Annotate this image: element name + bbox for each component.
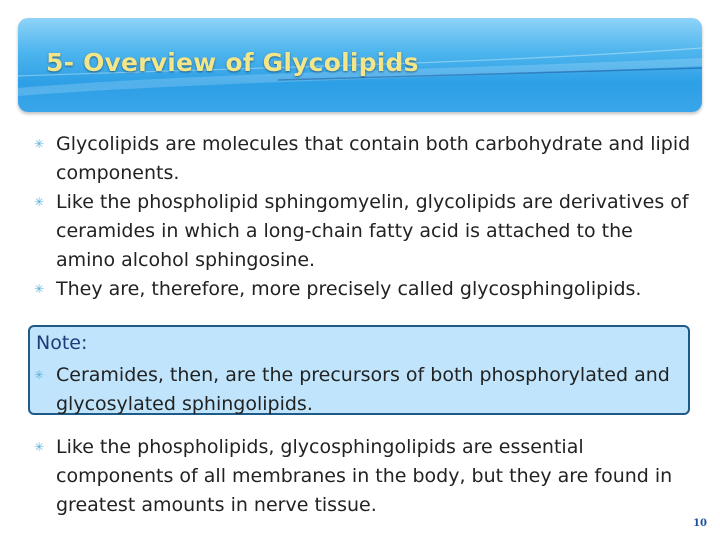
asterisk-bullet-icon: ✳ <box>34 282 45 296</box>
note-box <box>28 325 690 415</box>
note-bullet-text: Ceramides, then, are the precursors of both phosphorylated and glycosylated sphingolipids. <box>56 364 670 415</box>
asterisk-bullet-icon: ✳ <box>34 368 45 382</box>
note-label: Note: <box>36 332 88 354</box>
note-bullet-list <box>34 361 674 419</box>
slide-title: 5- Overview of Glycolipids <box>46 48 419 77</box>
title-banner <box>18 18 702 112</box>
bullet-item <box>34 130 694 188</box>
bullet-list-bottom <box>34 433 694 520</box>
bullet-text: Like the phospholipid sphingomyelin, glycolipids are derivatives of ceramides in which a long-chain fatty acid is attached to the amino alcohol sphingosine. <box>56 191 689 271</box>
bullet-item <box>34 275 694 304</box>
bullet-list-top <box>34 130 694 304</box>
asterisk-bullet-icon: ✳ <box>34 440 45 454</box>
bullet-text: Glycolipids are molecules that contain both carbohydrate and lipid components. <box>56 133 691 184</box>
bullet-item <box>34 433 694 520</box>
asterisk-bullet-icon: ✳ <box>34 137 45 151</box>
asterisk-bullet-icon: ✳ <box>34 195 45 209</box>
bullet-text: Like the phospholipids, glycosphingolipids are essential components of all membranes in the body, but they are found in greatest amounts in nerve tissue. <box>56 436 673 516</box>
bullet-item <box>34 188 694 275</box>
note-bullet-item <box>34 361 674 419</box>
bullet-text: They are, therefore, more precisely called glycosphingolipids. <box>56 278 642 300</box>
page-number: 10 <box>693 518 707 529</box>
